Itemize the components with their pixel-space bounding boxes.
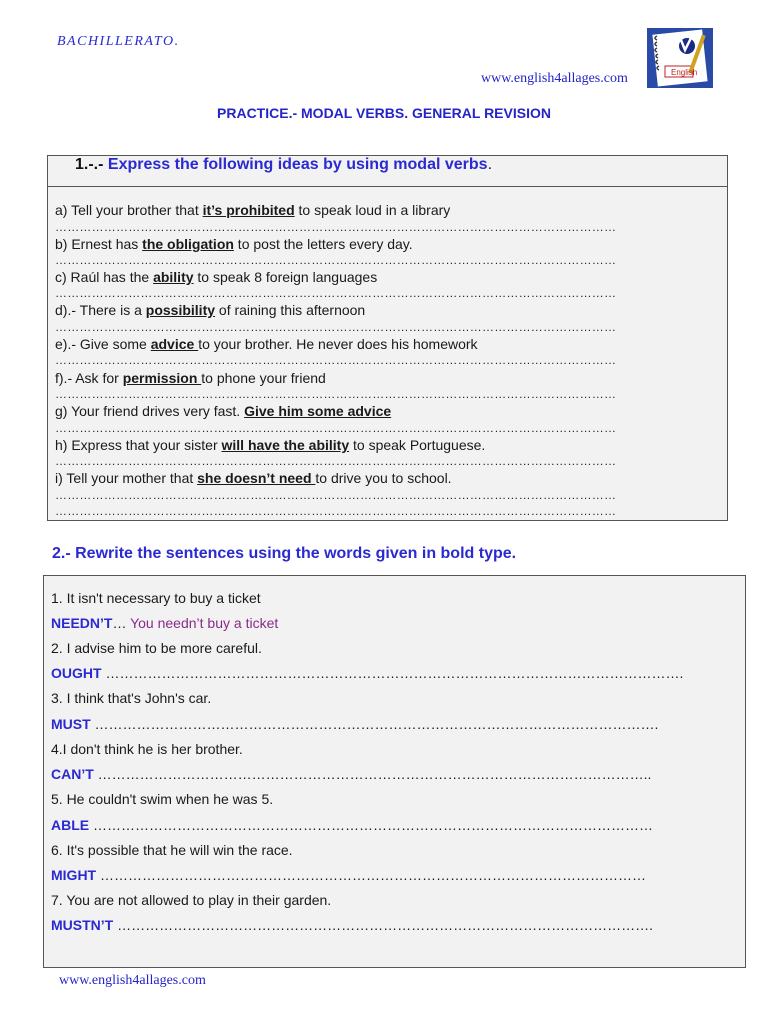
page-title: PRACTICE.- MODAL VERBS. GENERAL REVISION (217, 105, 551, 121)
exercise1-number: 1.-.- (75, 156, 104, 173)
logo-text: English (671, 68, 698, 77)
exercise2-answer-row[interactable]: MIGHT ……………………………………………………………………………………………………… (51, 867, 646, 883)
exercise2-answer-row[interactable]: MUST …………………………………………………………………………………………………………. (51, 716, 659, 732)
exercise2-sentence: 3. I think that's John's car. (51, 690, 212, 706)
exercise2-sentence: 7. You are not allowed to play in their garden. (51, 892, 332, 908)
exercise1-item: b) Ernest has the obligation to post the letters every day. (55, 236, 413, 252)
exercise2-heading: 2.- Rewrite the sentences using the words given in bold type. (52, 545, 517, 562)
exercise1-item: f).- Ask for permission to phone your friend (55, 370, 326, 386)
website-link-top[interactable]: www.english4allages.com (481, 71, 628, 86)
exercise1-item: h) Express that your sister will have the ability to speak Portuguese. (55, 437, 486, 453)
answer-line[interactable]: ………………………………………………………………………………………………………………………… (55, 353, 617, 367)
keyword: NEEDN’T (51, 615, 113, 631)
website-link-bottom[interactable]: www.english4allages.com (59, 973, 206, 988)
answer-line[interactable]: ………………………………………………………………………………………………………………………… (55, 253, 617, 267)
exercise1-item: i) Tell your mother that she doesn’t need to drive you to school. (55, 470, 452, 486)
exercise1-item: g) Your friend drives very fast. Give him some advice (55, 403, 392, 419)
exercise1-item: c) Raúl has the ability to speak 8 foreign languages (55, 269, 378, 285)
exercise2-answer-row[interactable]: OUGHT ……………………………………………………………………………………………………………. (51, 665, 684, 681)
exercise2-sentence: 4.I don't think he is her brother. (51, 741, 243, 757)
exercise2-answer-row[interactable]: ABLE ………………………………………………………………………………………………………… (51, 817, 654, 833)
keyword: CAN’T (51, 766, 94, 782)
answer-line[interactable]: ………………………………………………………………………………………………………………………… (55, 488, 617, 502)
keyword: MUSTN’T (51, 917, 114, 933)
exercise1-instruction-end: . (487, 156, 493, 173)
answer-line[interactable]: ………………………………………………………………………………………………………………………… (55, 454, 617, 468)
exercise2-sentence: 2. I advise him to be more careful. (51, 640, 262, 656)
exercise2-answer-row[interactable]: MUSTN’T ……………………………………………………………………………………………………. (51, 917, 653, 933)
keyword: MUST (51, 716, 91, 732)
exercise2-sentence: 5. He couldn't swim when he was 5. (51, 791, 274, 807)
answer-line[interactable]: ………………………………………………………………………………………………………………………… (55, 220, 617, 234)
keyword: ABLE (51, 817, 90, 833)
exercise2-sentence: 6. It's possible that he will win the race. (51, 842, 293, 858)
answer-line[interactable]: ………………………………………………………………………………………………………………………… (55, 421, 617, 435)
answer-line[interactable]: ………………………………………………………………………………………………………………………… (55, 387, 617, 401)
exercise1-instruction: Express the following ideas by using modal verbs (107, 156, 488, 173)
exercise2-sentence: 1. It isn't necessary to buy a ticket (51, 590, 261, 606)
answer-line[interactable]: ………………………………………………………………………………………………………………………… (55, 286, 617, 300)
level-label: BACHILLERATO. (57, 34, 180, 49)
sample-answer: You needn’t buy a ticket (130, 615, 279, 631)
answer-line[interactable]: ………………………………………………………………………………………………………………………… (55, 504, 617, 518)
exercise1-item: e).- Give some advice to your brother. He never does his homework (55, 336, 478, 352)
english-logo (647, 28, 713, 88)
exercise1-heading (75, 156, 492, 174)
keyword: MIGHT (51, 867, 97, 883)
answer-line[interactable]: ………………………………………………………………………………………………………………………… (55, 320, 617, 334)
exercise1-item: d).- There is a possibility of raining this afternoon (55, 302, 366, 318)
keyword: OUGHT (51, 665, 102, 681)
exercise1-item: a) Tell your brother that it’s prohibited to speak loud in a library (55, 202, 451, 218)
exercise2-answer-row[interactable]: NEEDN’T… You needn’t buy a ticket (51, 615, 279, 631)
exercise2-answer-row[interactable]: CAN’T ……………………………………………………………………………………………………….. (51, 766, 652, 782)
